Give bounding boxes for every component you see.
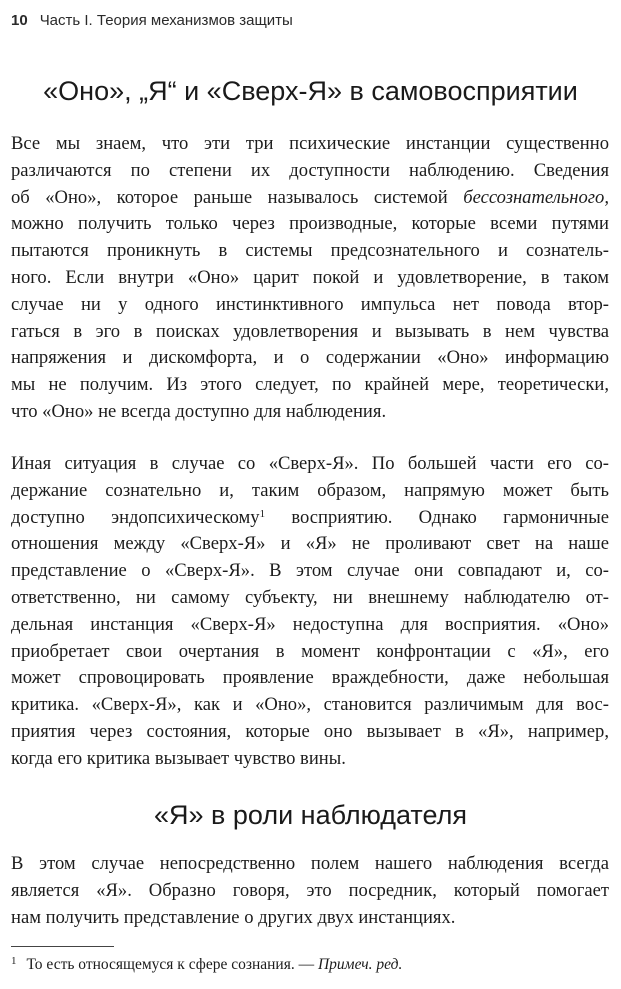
text-line: В этом случае непосредственно полем нашего наблюдения всегда	[11, 853, 609, 874]
text-line	[11, 185, 609, 212]
text-line: можно получить только через производные, которые всеми путями	[11, 213, 609, 235]
text-line: приятия через состояния, которые оно вызывает в «Я», например,	[11, 720, 609, 742]
text-line: гаться в эго в поисках удовлетворения и вызывать в нем чувства	[11, 320, 609, 342]
text-line: является «Я». Образно говоря, это посредник, который помогает	[11, 879, 609, 901]
footnote-mark: 1	[11, 955, 17, 967]
footnote-divider	[11, 946, 114, 947]
text-fragment: об «Оно», которое раньше называлось системой	[11, 186, 464, 208]
text-line	[11, 505, 609, 532]
text-line: отношения между «Сверх-Я» и «Я» не проливают свет на наше	[11, 533, 609, 555]
text-line: может спровоцировать проявление враждебности, даже небольшая	[11, 667, 609, 689]
footnote-text: То есть относящемуся к сфере сознания. —	[26, 956, 318, 973]
text-fragment: восприятию. Однако гармоничные	[265, 506, 609, 528]
text-line: нам получить представление о других двух инстанциях.	[11, 906, 456, 928]
text-fragment: доступно эндопсихическому	[11, 506, 260, 528]
text-line: Иная ситуация в случае со «Сверх-Я». По большей части его со-	[11, 453, 609, 474]
text-line: представление о «Сверх-Я». В этом случае они совпадают и, со-	[11, 560, 609, 582]
section-heading-ego-observer: «Я» в роли наблюдателя	[154, 800, 467, 830]
text-line: критика. «Сверх-Я», как и «Оно», становится различимым для вос-	[11, 694, 609, 716]
text-line: Все мы знаем, что эти три психические инстанции существенно	[11, 133, 609, 154]
text-line: пытаются проникнуть в системы предсознательного и сознатель-	[11, 240, 609, 262]
text-line: приобретает свои очертания в момент конфронтации с «Я», его	[11, 640, 609, 662]
footnote	[11, 955, 402, 974]
text-line: различаются по степени их доступности наблюдению. Сведения	[11, 159, 609, 181]
text-line: когда его критика вызывает чувство вины.	[11, 747, 346, 769]
text-line: мы не получим. Из этого следует, по крайней мере, теоретически,	[11, 374, 609, 396]
text-line: ного. Если внутри «Оно» царит покой и удовлетворение, в таком	[11, 266, 609, 288]
page-number: 10	[11, 12, 28, 29]
running-header	[11, 12, 293, 29]
text-line: держание сознательно и, таким образом, напрямую может быть	[11, 479, 609, 501]
text-line: случае ни у одного инстинктивного импульса нет повода втор-	[11, 293, 609, 315]
text-line: дельная инстанция «Сверх-Я» недоступна для восприятия. «Оно»	[11, 613, 609, 635]
text-line: ответственно, ни самому субъекту, ни внешнему наблюдателю от-	[11, 586, 609, 608]
paragraph-superego-situation	[11, 451, 609, 773]
paragraph-instances-accessibility	[11, 131, 609, 426]
editor-note: Примеч. ред.	[317, 956, 403, 973]
section-heading-self-perception: «Оно», „Я“ и «Сверх-Я» в самовосприятии	[43, 76, 578, 106]
footnote-reference[interactable]: 1	[259, 507, 266, 520]
text-line: что «Оно» не всегда доступно для наблюдения.	[11, 400, 387, 422]
paragraph-ego-field	[11, 851, 609, 931]
italic-term: бессознательного,	[463, 186, 609, 208]
chapter-title: Часть I. Теория механизмов защиты	[39, 12, 293, 29]
text-line: напряжения и дискомфорта, и о содержании «Оно» информацию	[11, 347, 609, 369]
